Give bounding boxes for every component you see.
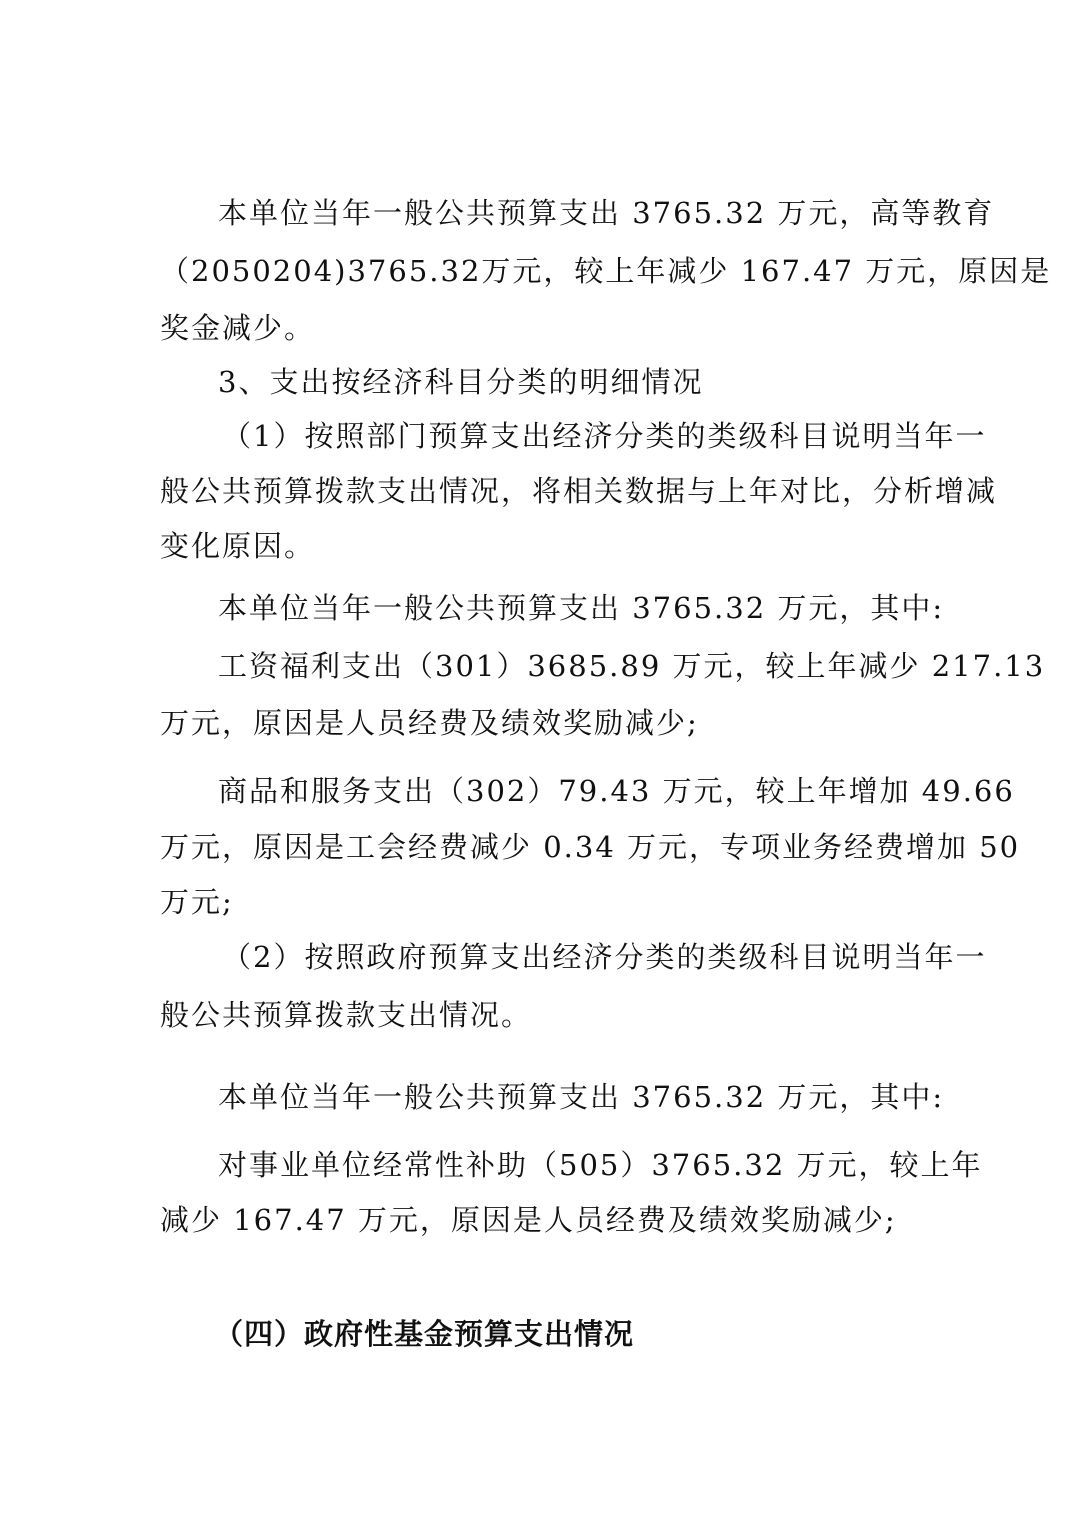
paragraph-line: 奖金减少。 xyxy=(160,311,316,345)
paragraph-line: 减少 167.47 万元，原因是人员经费及绩效奖励减少; xyxy=(160,1203,897,1237)
paragraph-line: 商品和服务支出（302）79.43 万元，较上年增加 49.66 xyxy=(218,774,1015,808)
paragraph-line: 对事业单位经常性补助（505）3765.32 万元，较上年 xyxy=(218,1148,983,1182)
paragraph-line: 本单位当年一般公共预算支出 3765.32 万元，其中: xyxy=(218,591,945,625)
paragraph-line: 万元，原因是工会经费减少 0.34 万元，专项业务经费增加 50 xyxy=(160,830,1021,864)
paragraph-line: 万元; xyxy=(160,885,234,919)
section-subheading: 3、支出按经济科目分类的明细情况 xyxy=(218,365,704,399)
paragraph-line: 般公共预算拨款支出情况，将相关数据与上年对比，分析增减 xyxy=(160,474,998,508)
paragraph-line: 变化原因。 xyxy=(160,529,316,563)
paragraph-line: 本单位当年一般公共预算支出 3765.32 万元，其中: xyxy=(218,1080,945,1114)
paragraph-line: 本单位当年一般公共预算支出 3765.32 万元，高等教育 xyxy=(218,196,995,230)
paragraph-line: （1）按照部门预算支出经济分类的类级科目说明当年一 xyxy=(222,419,987,453)
paragraph-line: （2050204)3765.32万元，较上年减少 167.47 万元，原因是 xyxy=(160,254,1052,288)
paragraph-line: （2）按照政府预算支出经济分类的类级科目说明当年一 xyxy=(222,940,987,974)
paragraph-line: 万元，原因是人员经费及绩效奖励减少; xyxy=(160,706,699,740)
paragraph-line: 般公共预算拨款支出情况。 xyxy=(160,998,533,1032)
section-heading: （四）政府性基金预算支出情况 xyxy=(214,1317,635,1351)
paragraph-line: 工资福利支出（301）3685.89 万元，较上年减少 217.13 xyxy=(218,649,1046,683)
